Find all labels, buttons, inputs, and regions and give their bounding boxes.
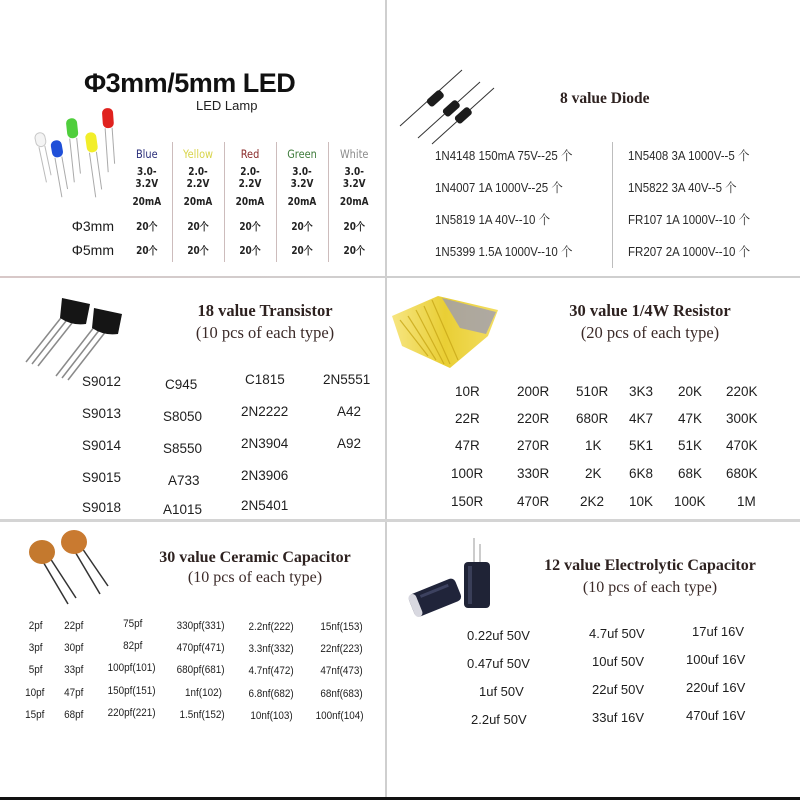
ceramic-item: 1nf(102)	[185, 687, 222, 699]
resistor-item: 2K2	[580, 494, 605, 509]
led-color-yellow: Yellow	[176, 142, 220, 166]
ceramic-item: 22nf(223)	[320, 643, 363, 655]
ceramic-item: 68nf(683)	[320, 688, 363, 700]
ceramic-item: 100pf(101)	[107, 662, 156, 674]
led-color-blue: Blue	[135, 147, 158, 161]
led-color-row	[60, 142, 380, 166]
led-voltage: 3.0-3.2V	[280, 166, 324, 190]
electrolytic-title	[505, 555, 795, 599]
ceramic-item: 2pf	[28, 620, 43, 632]
electrolytic-item: 2.2uf 50V	[471, 712, 527, 727]
led-current: 20mA	[228, 190, 272, 214]
led-qty: 20个	[228, 238, 272, 262]
resistor-image	[388, 290, 508, 370]
transistor-item: S8050	[163, 409, 203, 424]
diode-item: 1N5819 1A 40V--10 个	[435, 213, 551, 227]
ceramic-item: 47nf(473)	[320, 665, 363, 677]
transistor-item: S9012	[82, 374, 122, 389]
ceramic-item: 30pf	[64, 642, 84, 654]
resistor-item: 300K	[726, 411, 758, 426]
ceramic-item: 82pf	[123, 640, 143, 652]
transistor-item: C1815	[245, 372, 285, 387]
electrolytic-item: 100uf 16V	[686, 652, 746, 667]
transistor-item: 2N3906	[241, 468, 289, 483]
led-qty: 20个	[332, 238, 376, 262]
resistor-item: 270R	[517, 438, 550, 453]
led-current: 20mA	[280, 190, 324, 214]
resistor-item: 510R	[576, 384, 609, 399]
electrolytic-subtitle: (10 pcs of each type)	[582, 579, 718, 596]
resistor-item: 1M	[737, 494, 756, 509]
resistor-item: 47R	[455, 438, 480, 453]
ceramic-item: 2.2nf(222)	[248, 621, 294, 633]
led-3mm-label: Φ3mm	[71, 218, 114, 234]
electrolytic-item: 4.7uf 50V	[589, 626, 645, 641]
ceramic-item: 10pf	[25, 687, 45, 699]
ceramic-item: 680pf(681)	[176, 664, 225, 676]
electrolytic-item: 22uf 50V	[592, 682, 645, 697]
ceramic-item: 68pf	[64, 709, 84, 721]
led-5mm-label: Φ5mm	[71, 242, 114, 258]
transistor-item: S9013	[82, 406, 122, 421]
horizontal-divider-bottom	[0, 519, 800, 522]
transistor-subtitle: (10 pcs of each type)	[195, 323, 335, 342]
resistor-title	[520, 300, 780, 344]
resistor-item: 68K	[678, 466, 703, 481]
led-qty: 20个	[176, 214, 220, 238]
led-spec-table	[60, 142, 380, 262]
electrolytic-item: 220uf 16V	[686, 680, 746, 695]
transistor-item: A733	[168, 473, 200, 488]
led-5mm-row	[60, 238, 380, 262]
resistor-item: 330R	[517, 466, 550, 481]
led-color-green: Green	[280, 142, 324, 166]
resistor-item: 220K	[726, 384, 758, 399]
ceramic-item: 10nf(103)	[250, 710, 293, 722]
transistor-item: S9014	[82, 438, 122, 453]
electrolytic-item: 17uf 16V	[692, 624, 745, 639]
ceramic-item: 75pf	[123, 618, 143, 630]
transistor-title	[170, 300, 360, 344]
ceramic-item: 330pf(331)	[176, 620, 225, 632]
led-qty: 20个	[280, 238, 324, 262]
resistor-item: 470K	[726, 438, 758, 453]
diode-image	[396, 64, 496, 144]
led-title: Φ3mm/5mm LED	[84, 68, 296, 98]
resistor-item: 680R	[576, 411, 609, 426]
resistor-title-text: 30 value 1/4W Resistor	[569, 301, 731, 320]
transistor-item: A42	[337, 404, 362, 419]
led-qty: 20个	[332, 214, 376, 238]
transistor-item: S8550	[163, 441, 203, 456]
resistor-item: 10K	[629, 494, 654, 509]
led-panel	[0, 0, 385, 276]
ceramic-item: 15nf(153)	[320, 621, 363, 633]
led-voltage-row	[60, 166, 380, 190]
ceramic-item: 22pf	[64, 620, 84, 632]
ceramic-item: 150pf(151)	[107, 685, 156, 697]
resistor-item: 150R	[451, 494, 484, 509]
led-subtitle: LED Lamp	[196, 98, 258, 113]
led-voltage: 3.0-3.2V	[332, 166, 376, 190]
ceramic-capacitor-image	[24, 530, 124, 610]
led-current: 20mA	[332, 190, 376, 214]
electrolytic-item: 0.22uf 50V	[467, 628, 530, 643]
led-current: 20mA	[176, 190, 220, 214]
electrolytic-item: 470uf 16V	[686, 708, 746, 723]
led-current: 20mA	[132, 196, 162, 208]
ceramic-item: 33pf	[64, 664, 84, 676]
resistor-item: 22R	[455, 411, 480, 426]
transistor-title-text: 18 value Transistor	[197, 301, 333, 320]
ceramic-item: 5pf	[28, 664, 43, 676]
transistor-item: C945	[165, 377, 198, 392]
resistor-item: 200R	[517, 384, 550, 399]
led-current-row	[60, 190, 380, 214]
led-qty: 20个	[136, 244, 158, 257]
resistor-item: 2K	[585, 466, 602, 481]
resistor-subtitle: (20 pcs of each type)	[580, 323, 720, 342]
resistor-item: 100K	[674, 494, 706, 509]
ceramic-title	[120, 548, 390, 588]
ceramic-item: 470pf(471)	[176, 642, 225, 654]
diode-item: FR107 1A 1000V--10 个	[628, 213, 751, 227]
led-voltage: 2.0-2.2V	[176, 166, 220, 190]
electrolytic-title-text: 12 value Electrolytic Capacitor	[544, 557, 756, 574]
led-qty: 20个	[228, 214, 272, 238]
electrolytic-item: 33uf 16V	[592, 710, 645, 725]
diode-list-right	[628, 146, 750, 274]
diode-item: 1N5408 3A 1000V--5 个	[628, 149, 750, 163]
transistor-item: 2N5401	[241, 498, 289, 513]
transistor-item: 2N3904	[241, 436, 289, 451]
resistor-item: 100R	[451, 466, 484, 481]
led-voltage: 2.0-2.2V	[228, 166, 272, 190]
ceramic-title-text: 30 value Ceramic Capacitor	[159, 549, 351, 566]
electrolytic-capacitor-image	[404, 534, 504, 614]
led-qty: 20个	[176, 238, 220, 262]
resistor-item: 220R	[517, 411, 550, 426]
resistor-item: 4K7	[629, 411, 654, 426]
diode-list-left	[435, 146, 572, 274]
resistor-item: 47K	[678, 411, 703, 426]
ceramic-item: 4.7nf(472)	[248, 665, 294, 677]
transistor-item: A92	[337, 436, 362, 451]
led-color-white: White	[332, 142, 376, 166]
resistor-item: 680K	[726, 466, 758, 481]
ceramic-item: 100nf(104)	[315, 710, 364, 722]
ceramic-item: 3.3nf(332)	[248, 643, 294, 655]
resistor-item: 5K1	[629, 438, 654, 453]
diode-column-divider	[612, 142, 613, 268]
transistor-image	[12, 292, 132, 372]
led-voltage: 3.0-3.2V	[135, 166, 159, 190]
ceramic-item: 15pf	[25, 709, 45, 721]
horizontal-divider-top	[0, 276, 800, 278]
resistor-item: 6K8	[629, 466, 654, 481]
ceramic-item: 3pf	[28, 642, 43, 654]
transistor-item: S9015	[82, 470, 122, 485]
electrolytic-item: 1uf 50V	[479, 684, 524, 699]
diode-item: 1N5399 1.5A 1000V--10 个	[435, 245, 573, 259]
led-color-red: Red	[228, 142, 272, 166]
diode-item: 1N4007 1A 1000V--25 个	[435, 181, 563, 195]
ceramic-item: 1.5nf(152)	[179, 709, 225, 721]
ceramic-item: 220pf(221)	[107, 707, 156, 719]
diode-item: 1N5822 3A 40V--5 个	[628, 181, 737, 195]
resistor-item: 3K3	[629, 384, 654, 399]
resistor-item: 1K	[585, 438, 602, 453]
led-qty: 20个	[136, 220, 158, 233]
transistor-item: S9018	[82, 500, 122, 515]
diode-title: 8 value Diode	[560, 90, 650, 107]
resistor-item: 20K	[678, 384, 703, 399]
transistor-item: 2N5551	[323, 372, 371, 387]
transistor-item: 2N2222	[241, 404, 289, 419]
diode-item: FR207 2A 1000V--10 个	[628, 245, 751, 259]
ceramic-subtitle: (10 pcs of each type)	[187, 569, 323, 586]
electrolytic-item: 0.47uf 50V	[467, 656, 530, 671]
resistor-item: 470R	[517, 494, 550, 509]
ceramic-item: 47pf	[64, 687, 84, 699]
transistor-item: A1015	[163, 502, 203, 517]
ceramic-item: 6.8nf(682)	[248, 688, 294, 700]
resistor-item: 10R	[455, 384, 480, 399]
led-3mm-row	[60, 214, 380, 238]
diode-item: 1N4148 150mA 75V--25 个	[435, 149, 573, 163]
electrolytic-item: 10uf 50V	[592, 654, 645, 669]
resistor-item: 51K	[678, 438, 703, 453]
led-qty: 20个	[280, 214, 324, 238]
